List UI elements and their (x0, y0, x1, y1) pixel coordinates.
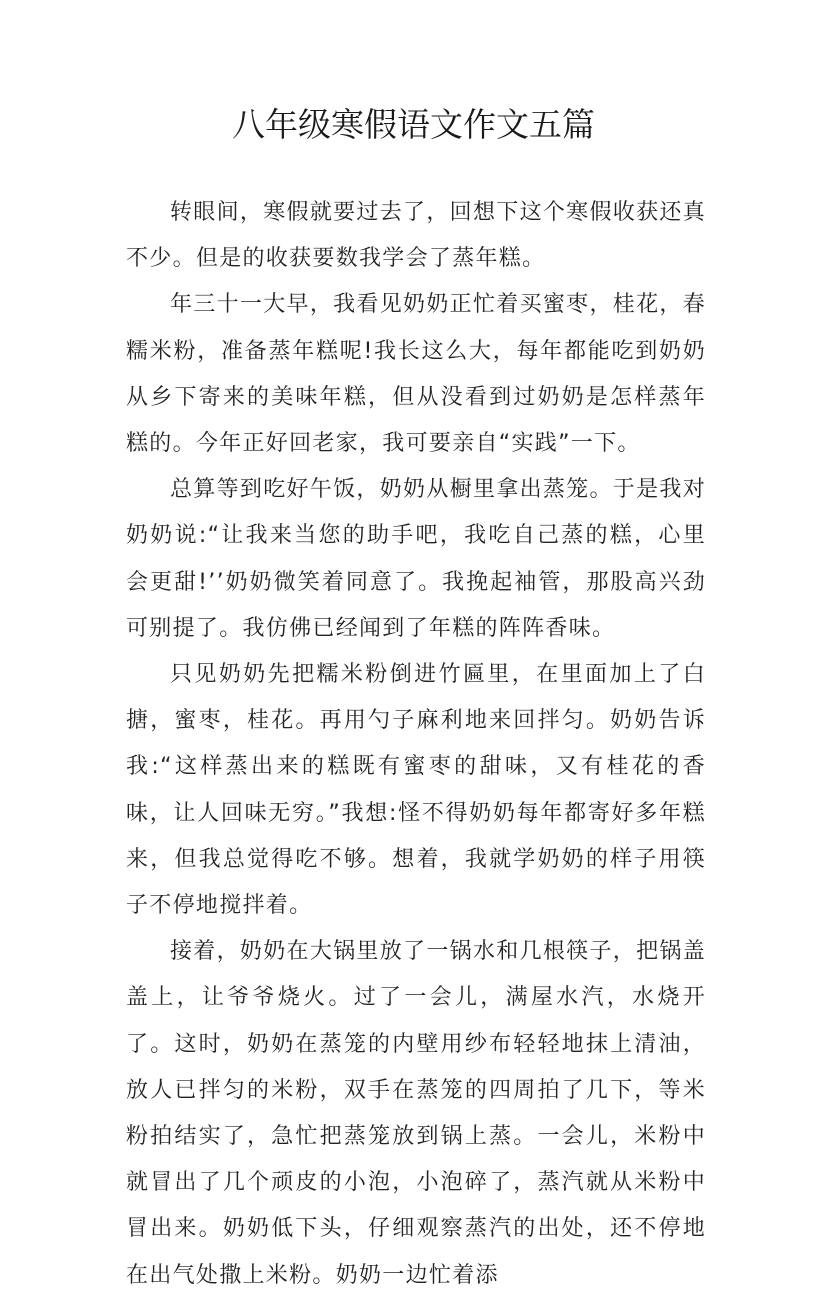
paragraph: 转眼间，寒假就要过去了，回想下这个寒假收获还真不少。但是的收获要数我学会了蒸年糕。 (126, 200, 706, 272)
paragraph: 接着，奶奶在大锅里放了一锅水和几根筷子，把锅盖盖上，让爷爷烧火。过了一会儿，满屋水汽，水烧开了。这时，奶奶在蒸笼的内壁用纱布轻轻地抹上清油，放人已拌匀的米粉，双手在蒸笼的四周拍了几下，等米粉拍结实了，急忙把蒸笼放到锅上蒸。一会儿，米粉中就冒出了几个顽皮的小泡，小泡碎了，蒸汽就从米粉中冒出来。奶奶低下头，仔细观察蒸汽的出处，还不停地在出气处撒上米粉。奶奶一边忙着添 (126, 939, 706, 1288)
document-body (126, 190, 706, 1299)
paragraph: 年三十一大早，我看见奶奶正忙着买蜜枣，桂花，春糯米粉，准备蒸年糕呢!我长这么大，每年都能吃到奶奶从乡下寄来的美味年糕，但从没看到过奶奶是怎样蒸年糕的。今年正好回老家，我可要亲自“实践”一下。 (126, 292, 706, 457)
document-title: 八年级寒假语文作文五篇 (232, 105, 595, 144)
paragraph: 总算等到吃好午饭，奶奶从橱里拿出蒸笼。于是我对奶奶说:“让我来当您的助手吧，我吃自己蒸的糕，心里会更甜!’’奶奶微笑着同意了。我挽起袖管，那股高兴劲可别提了。我仿佛已经闻到了年糕的阵阵香味。 (126, 477, 706, 641)
paragraph: 只见奶奶先把糯米粉倒进竹匾里，在里面加上了白搪，蜜枣，桂花。再用勺子麻利地来回拌匀。奶奶告诉我:“这样蒸出来的糕既有蜜枣的甜味，又有桂花的香味，让人回味无穷。”我想:怪不得奶奶每年都寄好多年糕来，但我总觉得吃不够。想着，我就学奶奶的样子用筷子不停地搅拌着。 (126, 662, 706, 919)
